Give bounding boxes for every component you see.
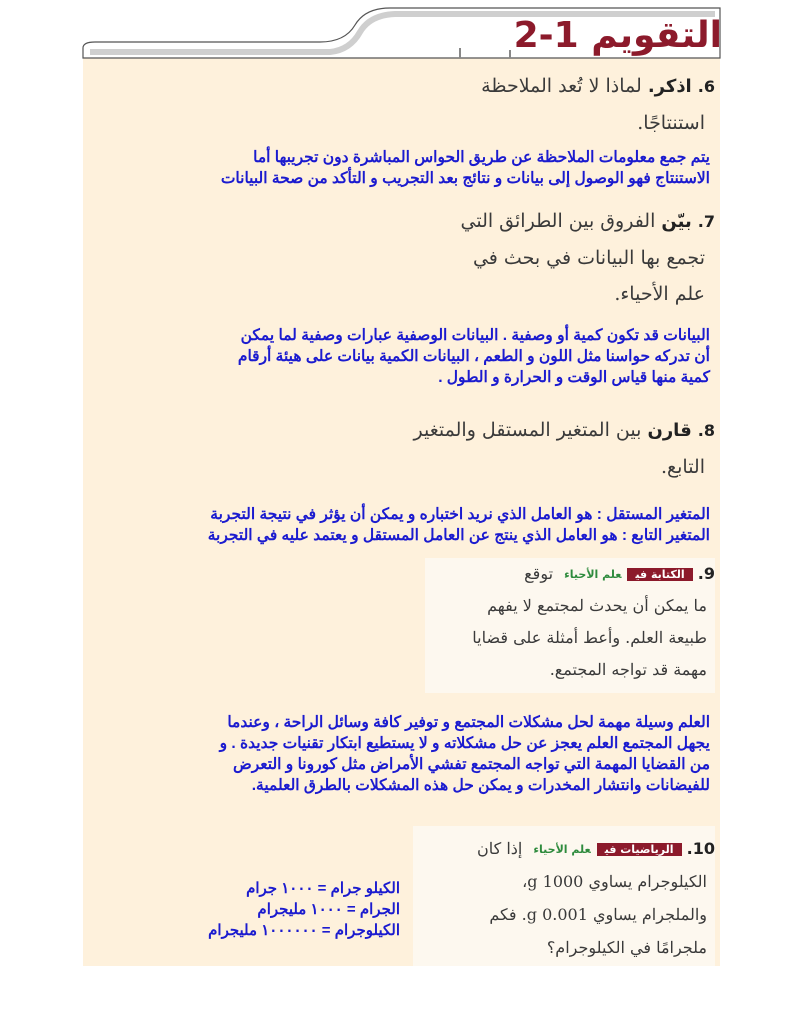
question-line: التابع. [660, 456, 705, 478]
question-line: والملجرام يساوي 0.001 g. فكم [489, 905, 707, 924]
badge-sub: علم الأحياء [564, 567, 622, 581]
question-number: 10. [686, 839, 715, 858]
question-verb: اذكر. [647, 76, 692, 97]
answer-line: المتغير التابع : هو العامل الذي ينتج عن العامل المستقل و يعتمد عليه في التجربة [207, 527, 710, 544]
question-verb: بيّن [661, 211, 692, 232]
answer-line: أن تدركه حواسنا مثل اللون و الطعم ، البيانات الكمية بيانات على هيئة أرقام [237, 348, 710, 365]
answer-line: يجهل المجتمع العلم يعجز عن حل مشكلاته و لا يستطيع ابتكار تقنيات جديدة . و [219, 735, 710, 752]
question-6 [400, 68, 715, 141]
question-8 [390, 412, 715, 485]
answer-7 [90, 325, 710, 388]
question-number: 8. [697, 421, 715, 440]
question-10 [413, 832, 715, 964]
question-line: الفروق بين الطرائق التي [460, 210, 656, 232]
answer-line: العلم وسيلة مهمة لحل مشكلات المجتمع و توفير كافة وسائل الراحة ، وعندما [227, 714, 710, 731]
question-line: مهمة قد تواجه المجتمع. [549, 660, 707, 679]
question-number: 9. [697, 564, 715, 583]
question-number: 6. [697, 77, 715, 96]
question-line: استنتاجًا. [637, 112, 705, 134]
answer-line: الاستنتاج فهو الوصول إلى بيانات و نتائج بعد التجريب و التأكد من صحة البيانات [220, 170, 710, 187]
answer-line: يتم جمع معلومات الملاحظة عن طريق الحواس المباشرة دون تجريبها أما [253, 149, 710, 166]
question-line: تجمع بها البيانات في بحث في [472, 247, 705, 269]
question-line: طبيعة العلم. وأعط أمثلة على قضايا [472, 628, 707, 647]
answer-8 [90, 504, 710, 546]
question-line: ما يمكن أن يحدث لمجتمع لا يفهم [487, 596, 707, 615]
question-line: إذا كان [476, 839, 523, 858]
writing-badge [558, 566, 693, 584]
answer-line: المتغير المستقل : هو العامل الذي نريد اختباره و يمكن أن يؤثر في نتيجة التجربة [210, 506, 710, 523]
question-line: لماذا لا تُعد الملاحظة [481, 75, 642, 97]
answer-10 [130, 878, 400, 941]
badge-main: الرياضيات في [597, 843, 682, 856]
answer-line: للفيضانات وانتشار المخدرات و يمكن حل هذه المشكلات بالطرق العلمية. [251, 777, 710, 794]
answer-line: البيانات قد تكون كمية أو وصفية . البيانات الوصفية عبارات وصفية لما يمكن [240, 327, 710, 344]
answer-9 [90, 712, 710, 796]
question-line: ملجرامًا في الكيلوجرام؟ [546, 938, 707, 957]
question-9 [425, 558, 715, 686]
math-badge [527, 841, 681, 859]
answer-line: من القضايا المهمة التي تواجه المجتمع تفشي الأمراض مثل كورونا و التعرض [233, 756, 710, 773]
title-text: التقويم [591, 15, 722, 56]
answer-line: الكيلو جرام = ١٠٠٠ جرام [246, 880, 400, 897]
answer-6 [90, 147, 710, 189]
question-line: توقع [524, 564, 554, 583]
question-verb: قارن [647, 420, 692, 441]
title-number: 1-2 [513, 15, 579, 56]
question-line: الكيلوجرام يساوي 1000 g، [522, 872, 707, 891]
question-7 [420, 203, 715, 312]
question-number: 7. [697, 212, 715, 231]
answer-line: الجرام = ١٠٠٠ مليجرام [257, 901, 400, 918]
answer-line: الكيلوجرام = ١٠٠٠٠٠٠ مليجرام [208, 922, 400, 939]
badge-sub: علم الأحياء [533, 842, 591, 856]
badge-main: الكتابة في [627, 568, 692, 581]
answer-line: كمية منها قياس الوقت و الحرارة و الطول . [438, 369, 710, 386]
question-line: بين المتغير المستقل والمتغير [413, 419, 642, 441]
question-line: علم الأحياء. [614, 283, 705, 305]
page-title [513, 12, 722, 60]
